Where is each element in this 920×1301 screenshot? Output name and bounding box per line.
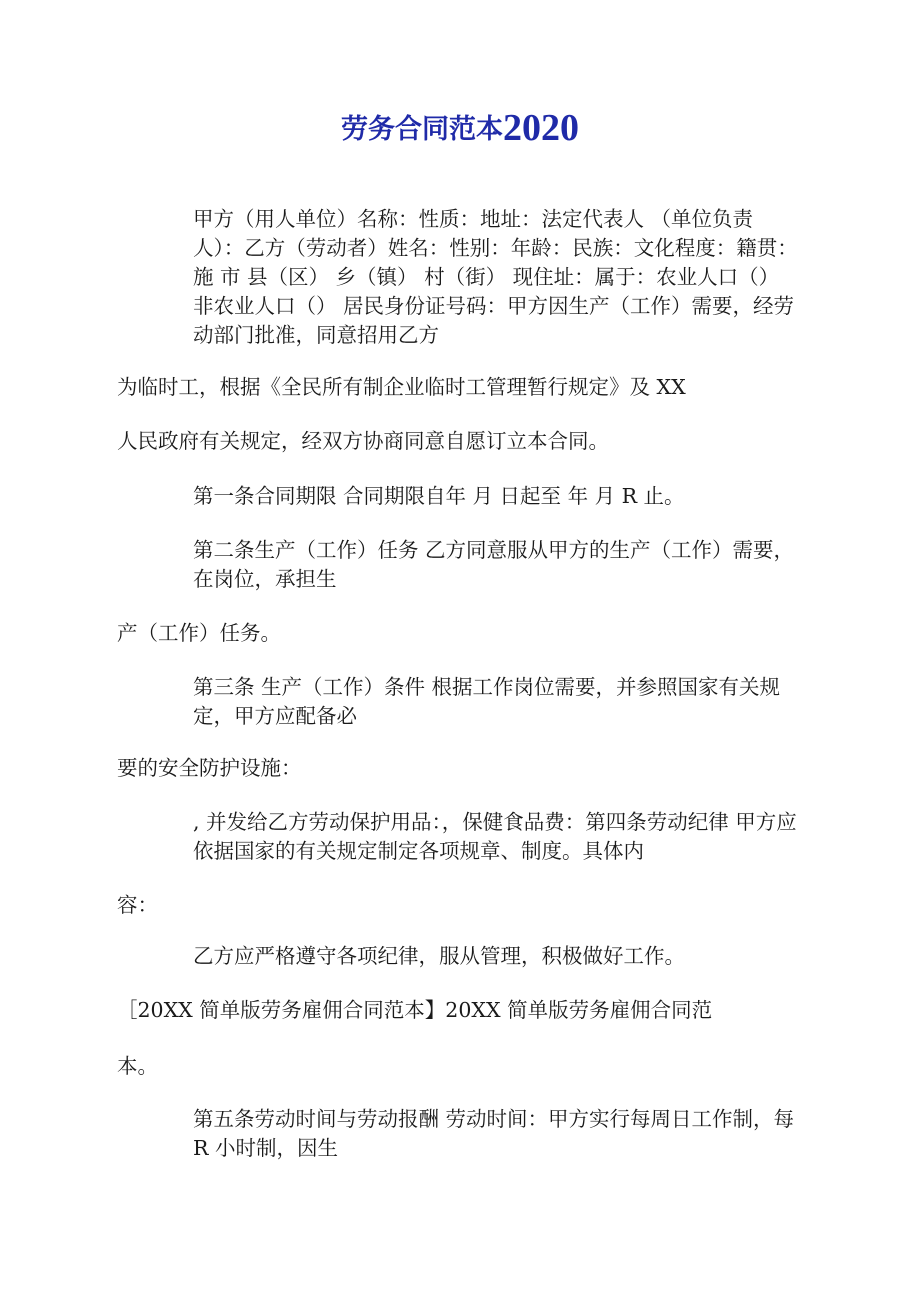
article-4-discipline: , 并发给乙方劳动保护用品：，保健食品费：第四条劳动纪律 甲方应依据国家的有关规定制定各项规章、制度。具体内 xyxy=(193,810,797,863)
paragraph-parties: 甲方（用人单位）名称：性质：地址：法定代表人 （单位负责人）：乙方（劳动者）姓名：性别：年龄：民族：文化程度：籍贯：施 市 县（区） 乡（镇） 村（街） 现住址：属于：农业人口（） 非农业人口（） 居民身份证号码：甲方因生产（工作）需要，经劳动部门批准，同意招用乙方 xyxy=(193,207,798,347)
paragraph-template-note: ［20XX 简单版劳务雇佣合同范本】20XX 简单版劳务雇佣合同范 xyxy=(117,998,713,1022)
paragraph-template-note-end: 本。 xyxy=(117,1054,158,1078)
paragraph-content-label: 容： xyxy=(117,893,158,917)
document-title xyxy=(0,106,920,152)
paragraph-temp-worker: 为临时工，根据《全民所有制企业临时工管理暂行规定》及 XX xyxy=(117,375,686,399)
paragraph-task-continued: 产（工作）任务。 xyxy=(117,621,281,645)
paragraph-obey-discipline: 乙方应严格遵守各项纪律，服从管理，积极做好工作。 xyxy=(193,944,685,968)
title-year: 2020 xyxy=(503,107,579,150)
paragraph-safety-facilities: 要的安全防护设施： xyxy=(117,756,302,780)
article-5-hours-pay: 第五条劳动时间与劳动报酬 劳动时间：甲方实行每周日工作制，每 R 小时制，因生 xyxy=(193,1107,795,1160)
article-1-term: 第一条合同期限 合同期限自年 月 日起至 年 月 R 止。 xyxy=(193,484,685,508)
article-2-task: 第二条生产（工作）任务 乙方同意服从甲方的生产（工作）需要，在岗位，承担生 xyxy=(193,538,795,591)
paragraph-government-rules: 人民政府有关规定，经双方协商同意自愿订立本合同。 xyxy=(117,429,609,453)
article-3-conditions: 第三条 生产（工作）条件 根据工作岗位需要，并参照国家有关规定，甲方应配备必 xyxy=(193,675,781,728)
title-text: 劳务合同范本 xyxy=(341,114,503,146)
